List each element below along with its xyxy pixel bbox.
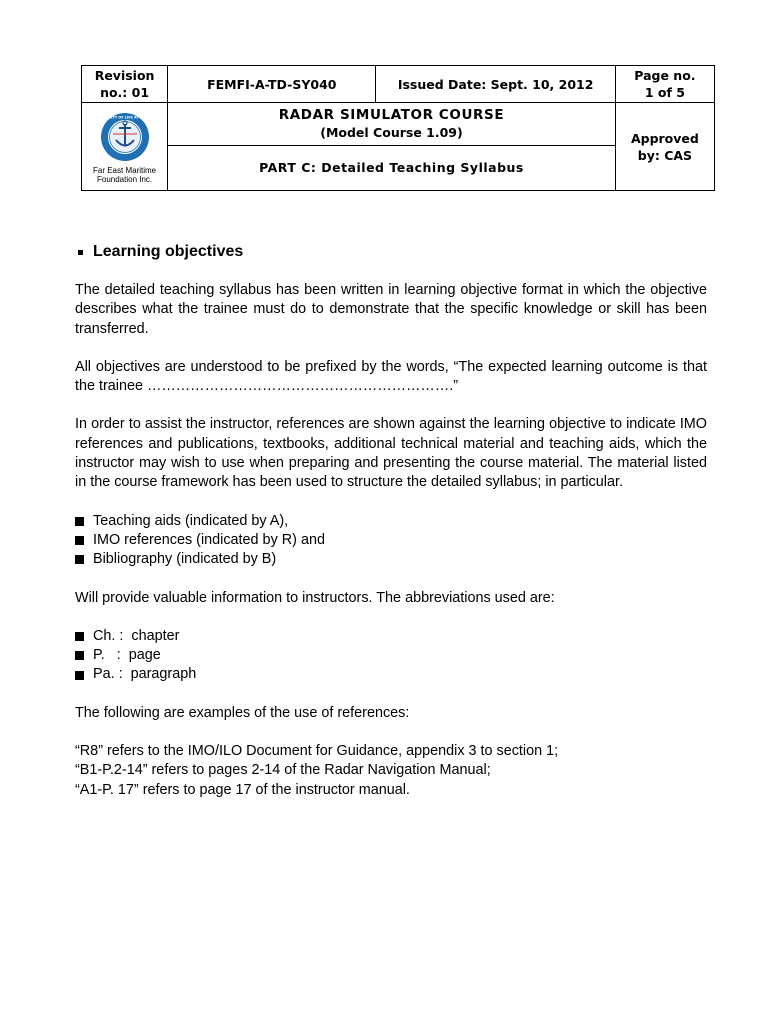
- list-item: Ch. : chapter: [75, 627, 707, 646]
- course-title: RADAR SIMULATOR COURSE: [278, 106, 505, 123]
- approved-label: Approved: [630, 130, 699, 146]
- bullet-icon: [75, 671, 84, 680]
- approved-cell: [615, 103, 714, 191]
- approved-value: by: CAS: [637, 147, 693, 163]
- reference-example: “A1-P. 17” refers to page 17 of the instructor manual.: [75, 781, 410, 798]
- heading-bullet-icon: [78, 250, 83, 255]
- revision-label: Revision: [94, 68, 155, 84]
- revision-value: no.: 01: [100, 85, 150, 101]
- paragraph-4: Will provide valuable information to instructors. The abbreviations used are:: [75, 589, 555, 606]
- reference-example: “B1-P.2-14” refers to pages 2-14 of the Radar Navigation Manual;: [75, 762, 491, 779]
- bullet-icon: [75, 651, 84, 660]
- paragraph-5: The following are examples of the use of references:: [75, 704, 410, 721]
- course-subtitle: (Model Course 1.09): [320, 124, 463, 140]
- references-list: [75, 512, 707, 570]
- document-header-table: [81, 65, 715, 191]
- paragraph-3: In order to assist the instructor, references are shown against the learning objective to indicate IMO references and publications, textbooks, additional technical material and teaching aids, which the instructor may wish to use when preparing and presenting the course material. The material listed in the course framework has been used to structure the detailed syllabus; in particular.: [75, 416, 707, 491]
- logo-cell: [82, 103, 168, 191]
- abbreviations-list: [75, 627, 707, 685]
- paragraph-2: All objectives are understood to be prefixed by the words, “The expected learning outcome is that the trainee ……………………………………………………….”: [75, 358, 707, 395]
- bullet-icon: [75, 632, 84, 641]
- list-item: Teaching aids (indicated by A),: [75, 512, 707, 531]
- paragraph-1: The detailed teaching syllabus has been written in learning objective format in which the objective describes what the trainee must do to demonstrate that the specific knowledge or skill has been transferred.: [75, 282, 707, 337]
- page-value: 1 of 5: [644, 85, 685, 101]
- list-item: Bibliography (indicated by B): [75, 550, 707, 569]
- bullet-icon: [75, 536, 84, 545]
- list-item: Pa. : paragraph: [75, 665, 707, 684]
- course-title-cell: [168, 103, 616, 145]
- section-heading: [75, 240, 707, 264]
- logo-caption-line1: Far East Maritime: [93, 166, 157, 176]
- list-item: IMO references (indicated by R) and: [75, 531, 707, 550]
- reference-examples: [75, 742, 707, 800]
- bullet-icon: [75, 517, 84, 526]
- doc-code: FEMFI-A-TD-SY040: [168, 66, 376, 103]
- section-heading-text: Learning objectives: [93, 243, 244, 261]
- page-label: Page no.: [634, 68, 696, 84]
- issued-date: Issued Date: Sept. 10, 2012: [376, 66, 615, 103]
- bullet-icon: [75, 555, 84, 564]
- revision-cell: [82, 66, 168, 103]
- femfi-logo-icon: [99, 111, 151, 163]
- list-item: P. : page: [75, 646, 707, 665]
- logo-caption-line2: Foundation Inc.: [96, 175, 153, 185]
- part-title: PART C: Detailed Teaching Syllabus: [168, 145, 616, 190]
- logo-ring-text: SAFETY OF LIFE AT SEA: [102, 115, 147, 120]
- page-number-cell: [615, 66, 714, 103]
- document-body: [75, 240, 707, 800]
- reference-example: “R8” refers to the IMO/ILO Document for Guidance, appendix 3 to section 1;: [75, 743, 559, 760]
